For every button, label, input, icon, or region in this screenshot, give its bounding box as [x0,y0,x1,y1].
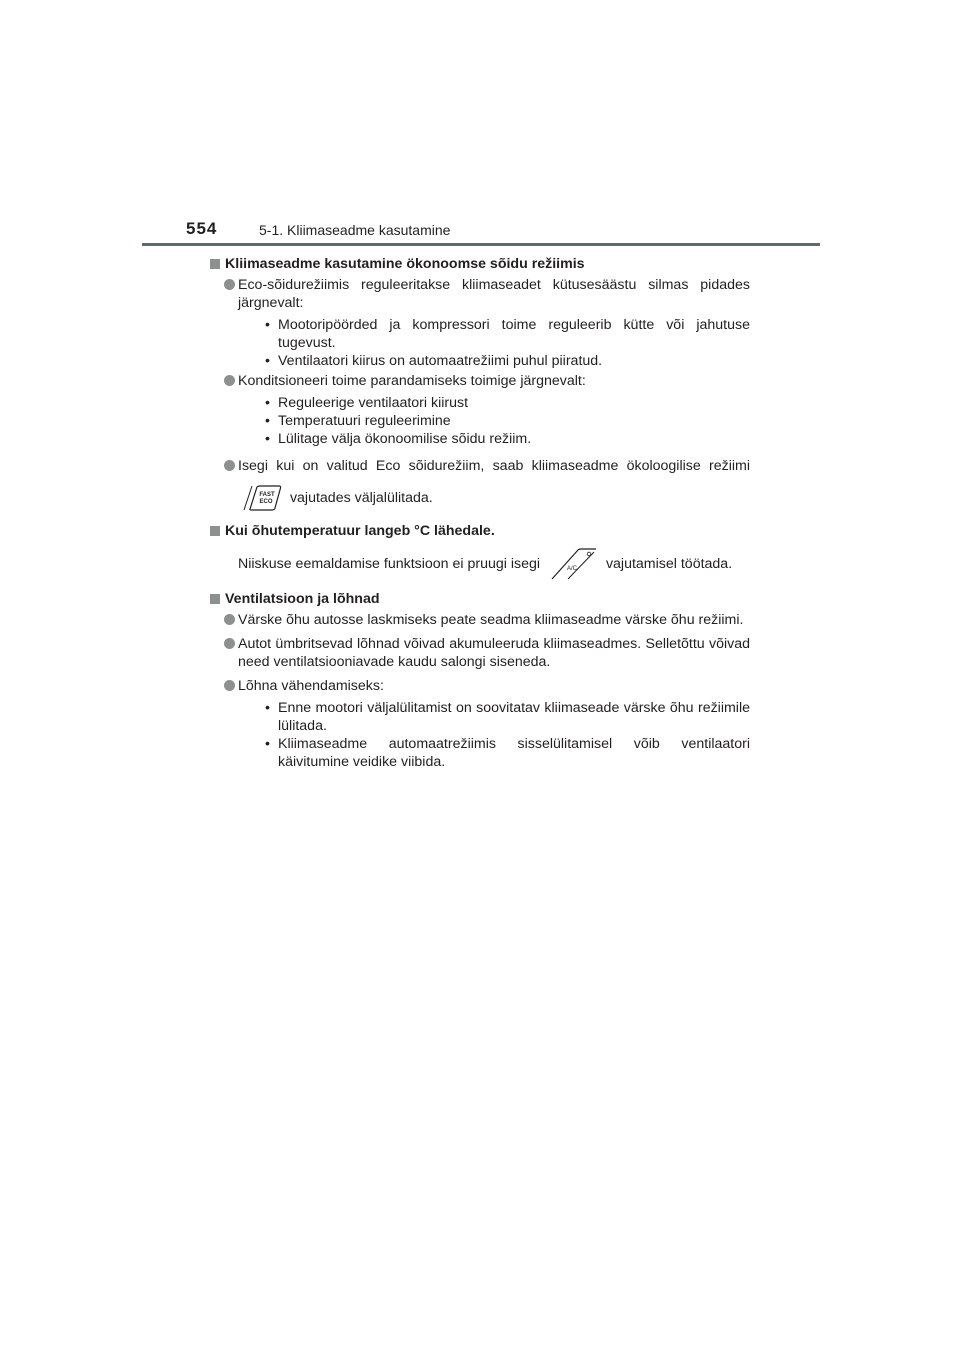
section-heading: Ventilatsioon ja lõhnad [210,590,750,608]
eco-label: ECO [259,499,273,506]
square-bullet-icon [210,526,220,536]
bullet-item: Konditsioneeri toime parandamiseks toimige järgnevalt: • Reguleerige ventilaatori kiirust • Temperatuuri reguleerimine • Lülitage välja ökonoomilise sõidu režiim. [210,372,750,448]
page-header [0,0,960,250]
sub-bullet: • [265,353,270,369]
sub-list [238,699,750,771]
square-bullet-icon [210,594,220,604]
page-content [210,255,750,779]
section-eco-mode [210,255,750,514]
sub-list [238,394,750,448]
sub-bullet: • [265,736,270,752]
sub-item: • Temperatuuri reguleerimine [265,413,451,429]
sub-item: • Lülitage välja ökonoomilise sõidu režiim. [265,431,532,447]
sub-bullet: • [265,700,270,716]
section-title: 5-1. Kliimaseadme kasutamine [259,222,451,238]
bullet-item: Värske õhu autosse laskmiseks peate seadma kliimaseadme värske õhu režiimi. [210,611,750,629]
section-heading: Kui õhutemperatuur langeb °C lähedale. [210,522,750,540]
ac-button-icon [548,548,598,580]
section-heading: Kliimaseadme kasutamine ökonoomse sõidu režiimis [210,255,750,273]
page-number: 554 [186,219,218,238]
bullet-item: Eco-sõidurežiimis reguleeritakse kliimaseadet kütusesäästu silmas pidades järgnevalt: • Mootoripöörded ja kompressori toime reguleerib kütte või jahutuse tugevust. • Ventilaatori kiirus on automaatrežiimi puhul piiratud. [210,276,750,370]
bullet-item: Lõhna vähendamiseks: • Enne mootori väljalülitamist on soovitatav kliimaseade värske õhu režiimile lülitada. • Kliimaseadme automaatrežiimis sisselülitamisel võib ventilaatori käivitumine veidike viibida. [210,677,750,771]
paragraph: Niiskuse eemaldamise funktsioon ei pruugi isegi A/C vajutamisel töötada. [210,546,750,582]
round-bullet-icon [224,375,235,386]
round-bullet-icon [224,638,235,649]
sub-item: • Kliimaseadme automaatrežiimis sisselülitamisel võib ventilaatori käivitumine veidike viibida. [265,736,750,770]
sub-item: • Reguleerige ventilaatori kiirust [265,395,469,411]
sub-item: • Enne mootori väljalülitamist on soovitatav kliimaseade värske õhu režiimile lülitada. [265,700,750,734]
fast-label: FAST [259,492,275,499]
square-bullet-icon [210,259,220,269]
round-bullet-icon [224,279,235,290]
ac-label: A/C [566,566,578,573]
round-bullet-icon [224,614,235,625]
round-bullet-icon [224,460,235,471]
sub-bullet: • [265,431,270,447]
section-ventilation-odors [210,590,750,771]
bullet-item: Isegi kui on valitud Eco sõidurežiim, saab kliimaseadme ökoloogilise režiimi FAST ECO vajutades väljalülitada. [210,450,750,514]
sub-list [238,316,750,370]
round-bullet-icon [224,680,235,691]
section-low-temperature [210,522,750,582]
bullet-item: Autot ümbritsevad lõhnad võivad akumuleeruda kliimaseadmes. Selletõttu võivad need ventilatsiooniavade kaudu salongi siseneda. [210,635,750,671]
header-divider [142,243,820,246]
sub-item: • Mootoripöörded ja kompressori toime reguleerib kütte või jahutuse tugevust. [265,317,750,351]
sub-bullet: • [265,395,270,411]
fast-eco-button-icon [242,485,282,511]
sub-bullet: • [265,317,270,333]
sub-bullet: • [265,413,270,429]
sub-item: • Ventilaatori kiirus on automaatrežiimi puhul piiratud. [265,353,603,369]
